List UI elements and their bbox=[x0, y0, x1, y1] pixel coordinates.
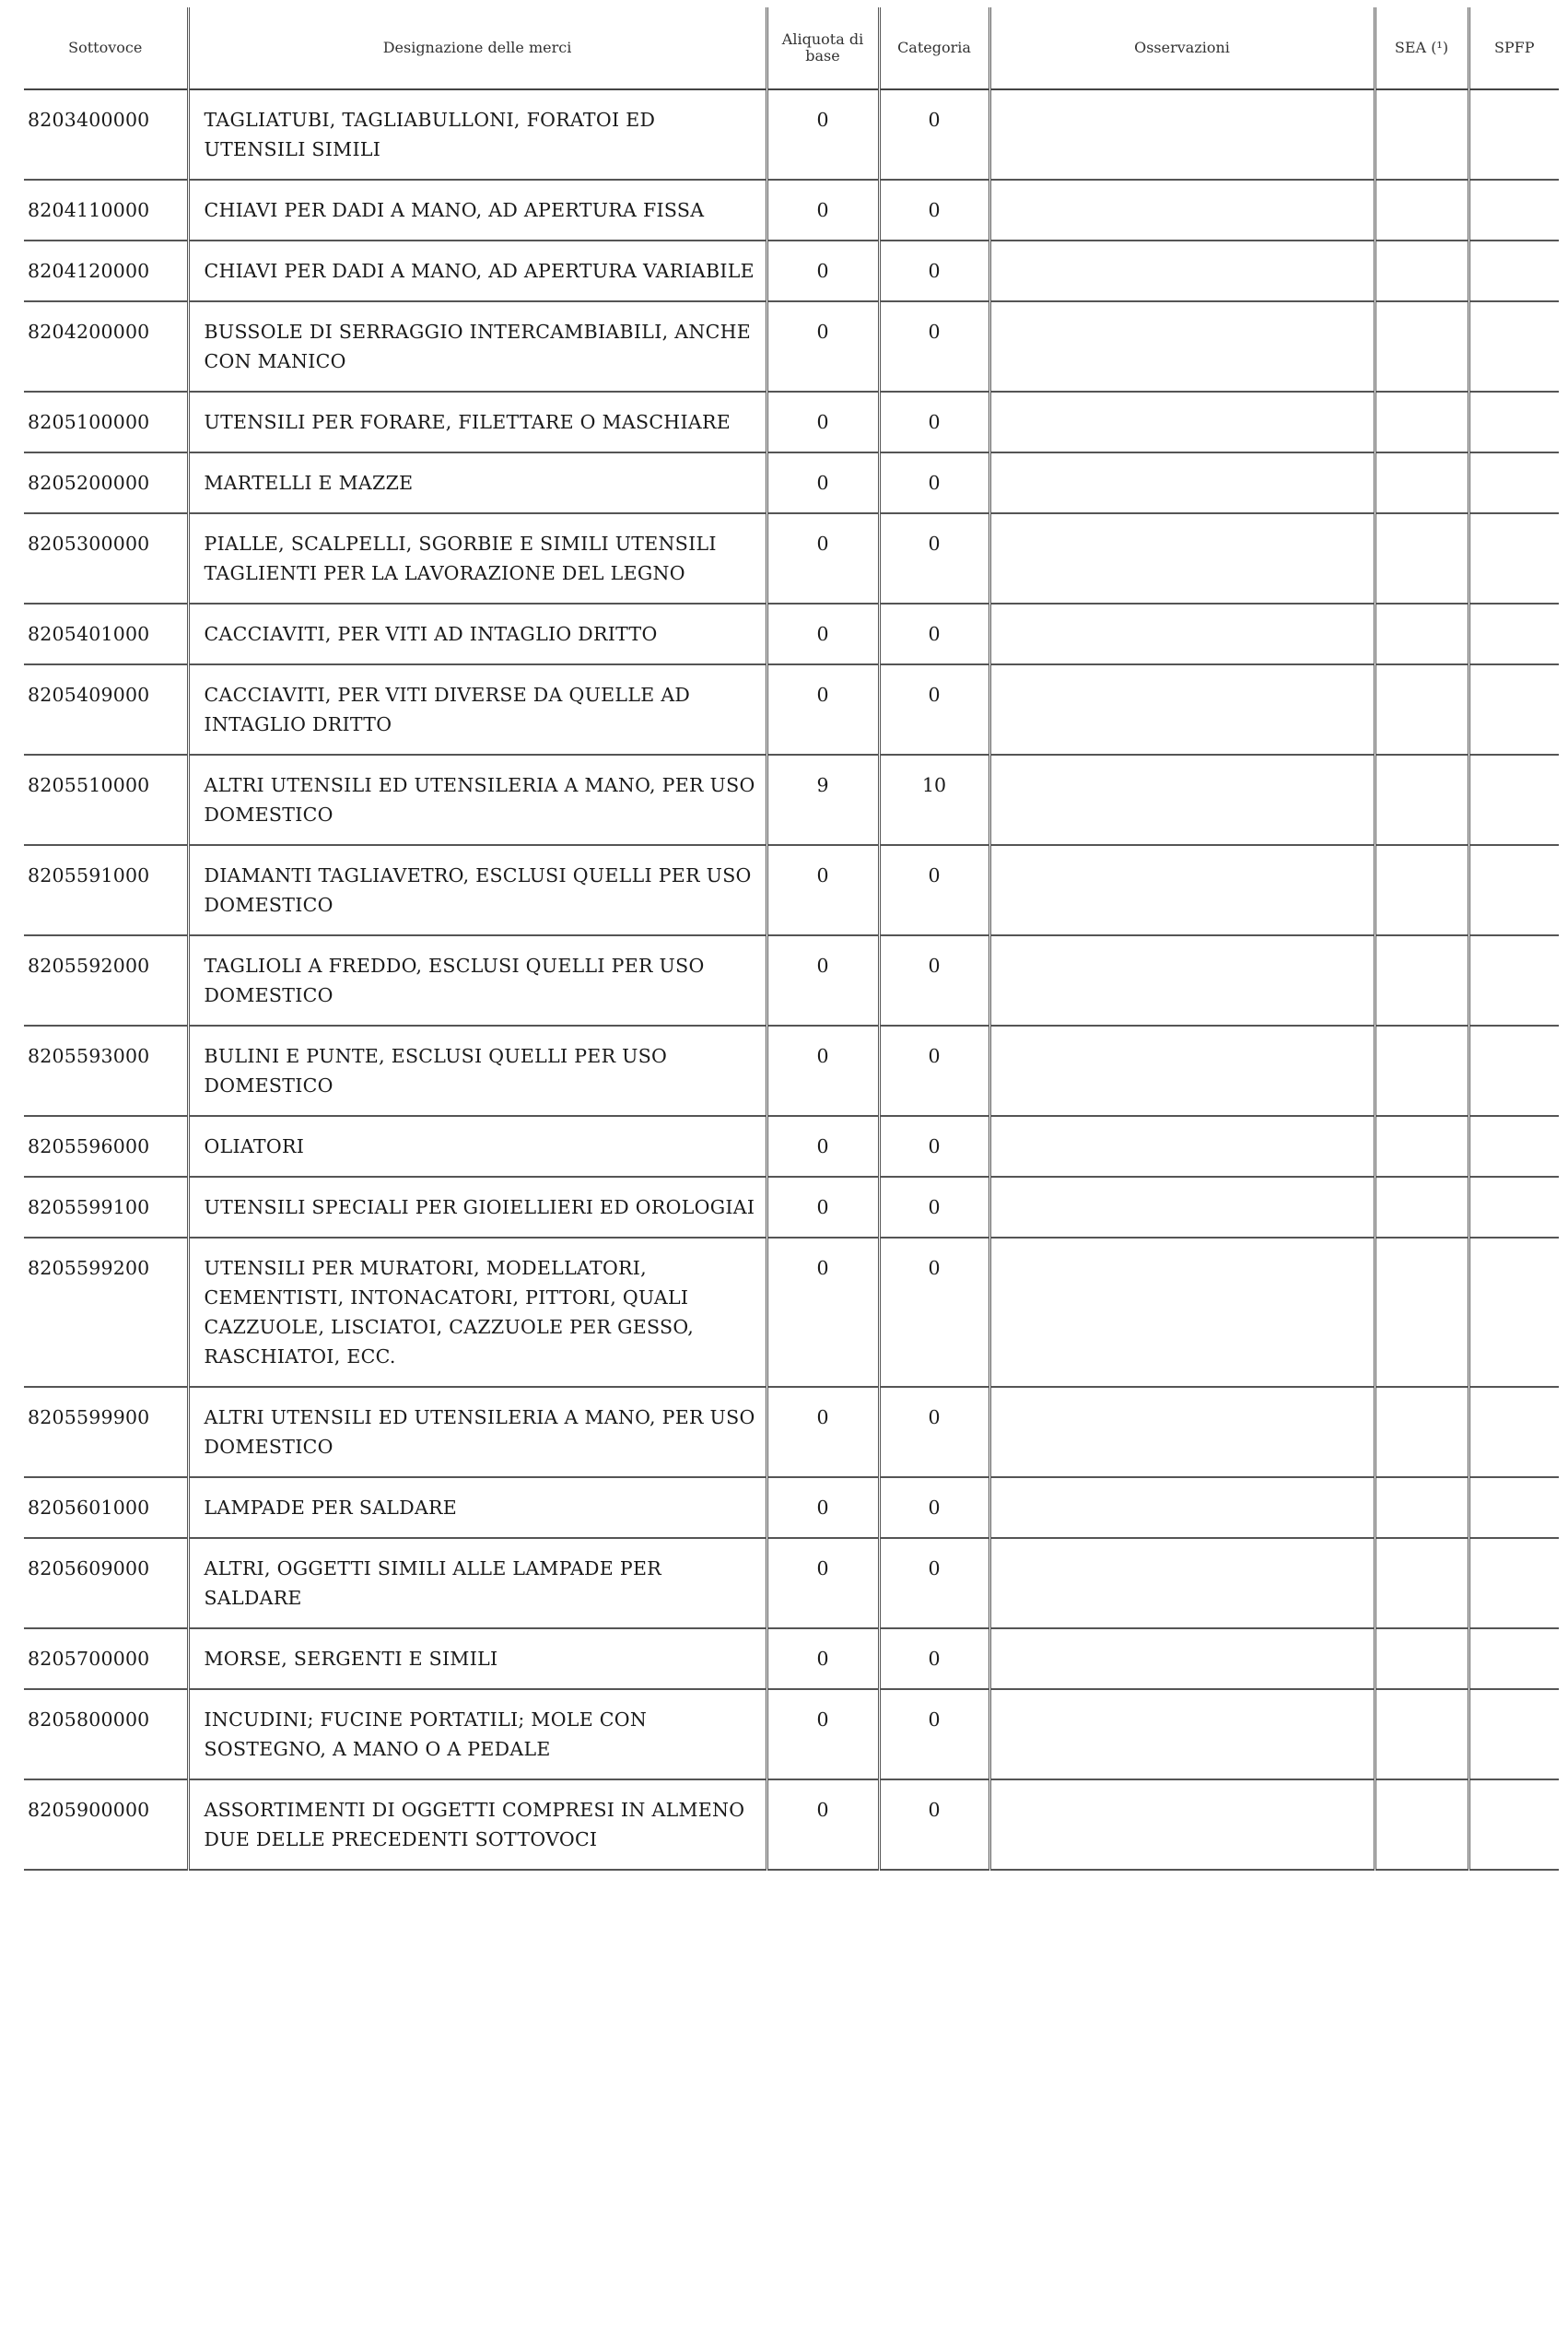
cell-remarks bbox=[989, 604, 1375, 664]
cell-code: 8205596000 bbox=[24, 1116, 188, 1177]
cell-code: 8204120000 bbox=[24, 241, 188, 301]
table-row bbox=[24, 664, 1559, 755]
cell-sea bbox=[1375, 604, 1469, 664]
cell-sea bbox=[1375, 452, 1469, 513]
table-row bbox=[24, 392, 1559, 452]
cell-sea bbox=[1375, 1238, 1469, 1387]
cell-description: TAGLIATUBI, TAGLIABULLONI, FORATOI ED UTENSILI SIMILI bbox=[188, 89, 766, 180]
cell-remarks bbox=[989, 1477, 1375, 1538]
cell-sea bbox=[1375, 1779, 1469, 1870]
cell-spfp bbox=[1469, 513, 1559, 604]
cell-category: 0 bbox=[879, 180, 989, 241]
table-row bbox=[24, 301, 1559, 392]
table-row bbox=[24, 1538, 1559, 1628]
cell-sea bbox=[1375, 1177, 1469, 1238]
cell-category: 0 bbox=[879, 1477, 989, 1538]
cell-sea bbox=[1375, 301, 1469, 392]
cell-remarks bbox=[989, 1238, 1375, 1387]
cell-base-rate: 0 bbox=[766, 604, 879, 664]
cell-base-rate: 0 bbox=[766, 1116, 879, 1177]
cell-base-rate: 0 bbox=[766, 1689, 879, 1779]
header-remarks: Osservazioni bbox=[989, 7, 1375, 89]
cell-spfp bbox=[1469, 301, 1559, 392]
table-row bbox=[24, 935, 1559, 1026]
cell-remarks bbox=[989, 180, 1375, 241]
cell-description: LAMPADE PER SALDARE bbox=[188, 1477, 766, 1538]
cell-base-rate: 0 bbox=[766, 935, 879, 1026]
cell-description: BUSSOLE DI SERRAGGIO INTERCAMBIABILI, ANCHE CON MANICO bbox=[188, 301, 766, 392]
tariff-page bbox=[24, 7, 1559, 1871]
cell-remarks bbox=[989, 1116, 1375, 1177]
cell-base-rate: 0 bbox=[766, 845, 879, 935]
cell-remarks bbox=[989, 1387, 1375, 1477]
cell-description: ASSORTIMENTI DI OGGETTI COMPRESI IN ALMENO DUE DELLE PRECEDENTI SOTTOVOCI bbox=[188, 1779, 766, 1870]
cell-sea bbox=[1375, 664, 1469, 755]
table-row bbox=[24, 1477, 1559, 1538]
cell-category: 0 bbox=[879, 1116, 989, 1177]
cell-category: 0 bbox=[879, 452, 989, 513]
cell-code: 8205599100 bbox=[24, 1177, 188, 1238]
cell-description: PIALLE, SCALPELLI, SGORBIE E SIMILI UTENSILI TAGLIENTI PER LA LAVORAZIONE DEL LEGNO bbox=[188, 513, 766, 604]
cell-category: 0 bbox=[879, 89, 989, 180]
header-spfp: SPFP bbox=[1469, 7, 1559, 89]
cell-sea bbox=[1375, 1026, 1469, 1116]
cell-description: ALTRI UTENSILI ED UTENSILERIA A MANO, PER USO DOMESTICO bbox=[188, 755, 766, 845]
cell-description: CACCIAVITI, PER VITI AD INTAGLIO DRITTO bbox=[188, 604, 766, 664]
cell-spfp bbox=[1469, 1477, 1559, 1538]
cell-description: MARTELLI E MAZZE bbox=[188, 452, 766, 513]
table-row bbox=[24, 1628, 1559, 1689]
cell-description: UTENSILI PER FORARE, FILETTARE O MASCHIARE bbox=[188, 392, 766, 452]
cell-spfp bbox=[1469, 1026, 1559, 1116]
cell-base-rate: 0 bbox=[766, 89, 879, 180]
cell-base-rate: 0 bbox=[766, 301, 879, 392]
cell-spfp bbox=[1469, 1689, 1559, 1779]
cell-code: 8205300000 bbox=[24, 513, 188, 604]
cell-remarks bbox=[989, 664, 1375, 755]
cell-category: 0 bbox=[879, 1689, 989, 1779]
cell-description: ALTRI UTENSILI ED UTENSILERIA A MANO, PER USO DOMESTICO bbox=[188, 1387, 766, 1477]
cell-base-rate: 0 bbox=[766, 1628, 879, 1689]
cell-sea bbox=[1375, 180, 1469, 241]
cell-spfp bbox=[1469, 241, 1559, 301]
cell-sea bbox=[1375, 241, 1469, 301]
cell-remarks bbox=[989, 935, 1375, 1026]
cell-code: 8205593000 bbox=[24, 1026, 188, 1116]
cell-code: 8205599200 bbox=[24, 1238, 188, 1387]
cell-sea bbox=[1375, 1538, 1469, 1628]
table-row bbox=[24, 452, 1559, 513]
cell-category: 0 bbox=[879, 1026, 989, 1116]
table-row bbox=[24, 1779, 1559, 1870]
cell-category: 0 bbox=[879, 1387, 989, 1477]
cell-category: 0 bbox=[879, 1238, 989, 1387]
table-row bbox=[24, 513, 1559, 604]
cell-sea bbox=[1375, 89, 1469, 180]
cell-code: 8205401000 bbox=[24, 604, 188, 664]
cell-spfp bbox=[1469, 1177, 1559, 1238]
cell-code: 8205591000 bbox=[24, 845, 188, 935]
cell-category: 0 bbox=[879, 1177, 989, 1238]
table-row bbox=[24, 1026, 1559, 1116]
table-row bbox=[24, 1689, 1559, 1779]
cell-code: 8205800000 bbox=[24, 1689, 188, 1779]
cell-remarks bbox=[989, 89, 1375, 180]
cell-category: 0 bbox=[879, 241, 989, 301]
cell-code: 8205510000 bbox=[24, 755, 188, 845]
cell-category: 0 bbox=[879, 664, 989, 755]
cell-description: CHIAVI PER DADI A MANO, AD APERTURA FISSA bbox=[188, 180, 766, 241]
cell-category: 0 bbox=[879, 604, 989, 664]
cell-spfp bbox=[1469, 392, 1559, 452]
cell-description: UTENSILI SPECIALI PER GIOIELLIERI ED OROLOGIAI bbox=[188, 1177, 766, 1238]
cell-sea bbox=[1375, 1628, 1469, 1689]
table-row bbox=[24, 604, 1559, 664]
cell-base-rate: 0 bbox=[766, 452, 879, 513]
cell-spfp bbox=[1469, 1116, 1559, 1177]
cell-description: CACCIAVITI, PER VITI DIVERSE DA QUELLE AD INTAGLIO DRITTO bbox=[188, 664, 766, 755]
cell-base-rate: 9 bbox=[766, 755, 879, 845]
cell-spfp bbox=[1469, 1779, 1559, 1870]
table-row bbox=[24, 1116, 1559, 1177]
cell-base-rate: 0 bbox=[766, 1477, 879, 1538]
cell-remarks bbox=[989, 1177, 1375, 1238]
cell-sea bbox=[1375, 935, 1469, 1026]
table-row bbox=[24, 845, 1559, 935]
cell-remarks bbox=[989, 1628, 1375, 1689]
cell-base-rate: 0 bbox=[766, 1779, 879, 1870]
cell-code: 8205601000 bbox=[24, 1477, 188, 1538]
cell-category: 0 bbox=[879, 1538, 989, 1628]
cell-remarks bbox=[989, 1689, 1375, 1779]
cell-spfp bbox=[1469, 664, 1559, 755]
cell-code: 8205409000 bbox=[24, 664, 188, 755]
cell-base-rate: 0 bbox=[766, 180, 879, 241]
cell-sea bbox=[1375, 1477, 1469, 1538]
cell-spfp bbox=[1469, 845, 1559, 935]
cell-category: 0 bbox=[879, 845, 989, 935]
cell-spfp bbox=[1469, 935, 1559, 1026]
cell-sea bbox=[1375, 392, 1469, 452]
header-description: Designazione delle merci bbox=[188, 7, 766, 89]
cell-code: 8205609000 bbox=[24, 1538, 188, 1628]
header-base-rate: Aliquota di base bbox=[766, 7, 879, 89]
table-row bbox=[24, 180, 1559, 241]
cell-remarks bbox=[989, 1026, 1375, 1116]
table-header-row bbox=[24, 7, 1559, 89]
table-row bbox=[24, 1387, 1559, 1477]
cell-code: 8205700000 bbox=[24, 1628, 188, 1689]
cell-description: ALTRI, OGGETTI SIMILI ALLE LAMPADE PER SALDARE bbox=[188, 1538, 766, 1628]
table-row bbox=[24, 1238, 1559, 1387]
cell-spfp bbox=[1469, 1538, 1559, 1628]
cell-remarks bbox=[989, 1779, 1375, 1870]
cell-description: OLIATORI bbox=[188, 1116, 766, 1177]
header-code: Sottovoce bbox=[24, 7, 188, 89]
cell-category: 0 bbox=[879, 1779, 989, 1870]
cell-remarks bbox=[989, 241, 1375, 301]
cell-category: 0 bbox=[879, 392, 989, 452]
cell-spfp bbox=[1469, 604, 1559, 664]
cell-sea bbox=[1375, 755, 1469, 845]
cell-description: UTENSILI PER MURATORI, MODELLATORI, CEMENTISTI, INTONACATORI, PITTORI, QUALI CAZZUOLE, LISCIATOI, CAZZUOLE PER GESSO, RASCHIATOI, ECC. bbox=[188, 1238, 766, 1387]
cell-base-rate: 0 bbox=[766, 1238, 879, 1387]
table-row bbox=[24, 241, 1559, 301]
cell-base-rate: 0 bbox=[766, 1026, 879, 1116]
cell-code: 8205200000 bbox=[24, 452, 188, 513]
tariff-table bbox=[24, 7, 1559, 1871]
cell-spfp bbox=[1469, 180, 1559, 241]
cell-spfp bbox=[1469, 755, 1559, 845]
cell-remarks bbox=[989, 845, 1375, 935]
cell-sea bbox=[1375, 513, 1469, 604]
cell-spfp bbox=[1469, 89, 1559, 180]
cell-base-rate: 0 bbox=[766, 664, 879, 755]
cell-base-rate: 0 bbox=[766, 392, 879, 452]
cell-description: DIAMANTI TAGLIAVETRO, ESCLUSI QUELLI PER USO DOMESTICO bbox=[188, 845, 766, 935]
cell-base-rate: 0 bbox=[766, 513, 879, 604]
cell-code: 8204200000 bbox=[24, 301, 188, 392]
cell-remarks bbox=[989, 1538, 1375, 1628]
cell-spfp bbox=[1469, 1238, 1559, 1387]
cell-code: 8204110000 bbox=[24, 180, 188, 241]
cell-category: 0 bbox=[879, 935, 989, 1026]
cell-description: TAGLIOLI A FREDDO, ESCLUSI QUELLI PER USO DOMESTICO bbox=[188, 935, 766, 1026]
cell-code: 8205900000 bbox=[24, 1779, 188, 1870]
cell-base-rate: 0 bbox=[766, 241, 879, 301]
cell-description: INCUDINI; FUCINE PORTATILI; MOLE CON SOSTEGNO, A MANO O A PEDALE bbox=[188, 1689, 766, 1779]
cell-remarks bbox=[989, 513, 1375, 604]
cell-remarks bbox=[989, 755, 1375, 845]
cell-category: 0 bbox=[879, 301, 989, 392]
cell-code: 8205100000 bbox=[24, 392, 188, 452]
cell-sea bbox=[1375, 1116, 1469, 1177]
cell-description: CHIAVI PER DADI A MANO, AD APERTURA VARIABILE bbox=[188, 241, 766, 301]
cell-category: 0 bbox=[879, 513, 989, 604]
cell-code: 8205599900 bbox=[24, 1387, 188, 1477]
cell-code: 8205592000 bbox=[24, 935, 188, 1026]
header-sea: SEA (¹) bbox=[1375, 7, 1469, 89]
cell-remarks bbox=[989, 301, 1375, 392]
cell-sea bbox=[1375, 845, 1469, 935]
cell-category: 10 bbox=[879, 755, 989, 845]
cell-spfp bbox=[1469, 1628, 1559, 1689]
cell-remarks bbox=[989, 392, 1375, 452]
cell-spfp bbox=[1469, 1387, 1559, 1477]
table-body bbox=[24, 89, 1559, 1870]
cell-description: MORSE, SERGENTI E SIMILI bbox=[188, 1628, 766, 1689]
header-category: Categoria bbox=[879, 7, 989, 89]
cell-sea bbox=[1375, 1689, 1469, 1779]
cell-base-rate: 0 bbox=[766, 1177, 879, 1238]
cell-remarks bbox=[989, 452, 1375, 513]
cell-base-rate: 0 bbox=[766, 1387, 879, 1477]
table-row bbox=[24, 89, 1559, 180]
cell-base-rate: 0 bbox=[766, 1538, 879, 1628]
cell-sea bbox=[1375, 1387, 1469, 1477]
table-row bbox=[24, 1177, 1559, 1238]
cell-category: 0 bbox=[879, 1628, 989, 1689]
cell-code: 8203400000 bbox=[24, 89, 188, 180]
table-row bbox=[24, 755, 1559, 845]
cell-description: BULINI E PUNTE, ESCLUSI QUELLI PER USO DOMESTICO bbox=[188, 1026, 766, 1116]
cell-spfp bbox=[1469, 452, 1559, 513]
